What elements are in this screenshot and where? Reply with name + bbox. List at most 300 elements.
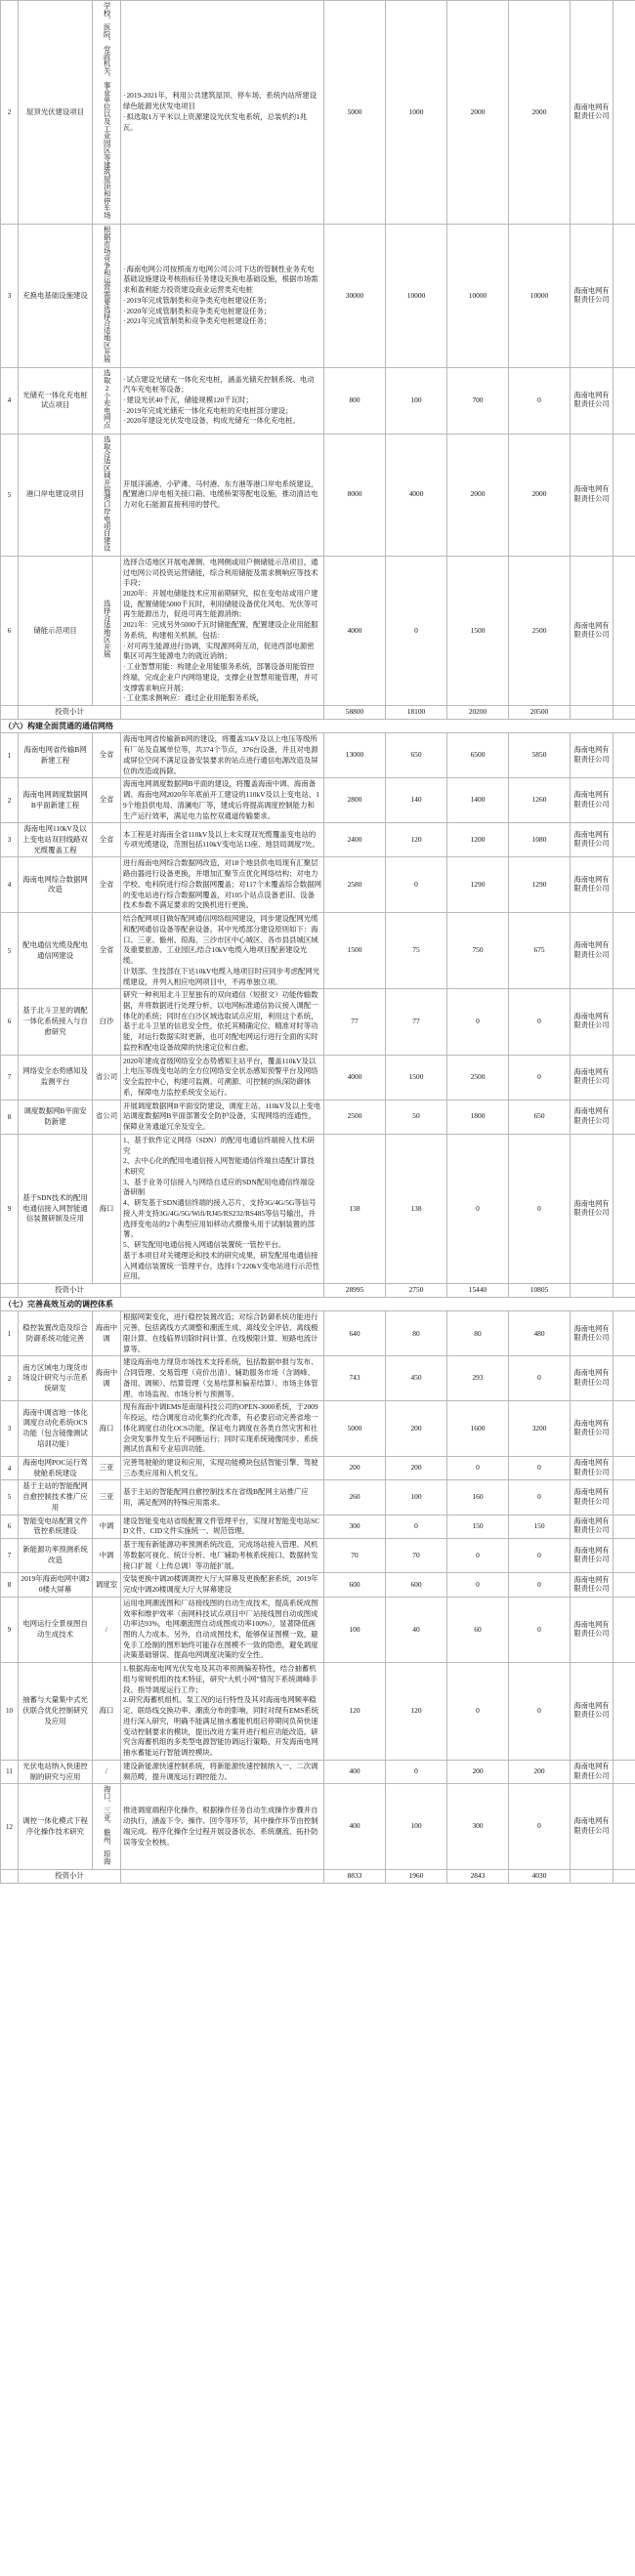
table-row[interactable] (1, 1401, 635, 1457)
subtotal-label: 投资小计 (19, 706, 121, 720)
investment-2020-cell: 300 (447, 1784, 509, 1870)
build-content-cell: · 海南电网公司按照南方电网公司公司下达的管制性业务充电基础设施建设考核指标任务建设充换电基础设施，根据市场需求和盈利能力投资建设商业运营类充电桩 · 2019年完成管制类和竞争类充电桩建设任务； · 2020年完成管制类和竞争类充电桩建设任务； · 2021年完成管制类和竞争类充电桩建设任务； (121, 224, 324, 367)
responsible-unit-cell: 海南电网有限责任公司 (571, 1134, 614, 1283)
remarks-cell (614, 1055, 635, 1100)
build-content-cell: 1.根据海南电网光伏发电及其功率预测偏差特性，结合抽蓄机组与常规机组的技术特征，研究“大机小网”情况下系统调峰手段、指导调度运行工作； 2.研究海蓄机组机、泵工况的运行特性及其对海南电网频率稳定、联络线交换功率、潮流分布的影响，同时对现有EMS系统进行深入研究，明确不能满足抽水蓄能机组启停期间负荷快速变动控制要求的模块，提出改进方案并进行相应功能改造。研究含海蓄机组的多类型电源智能协调运行策略，开发海南电网抽水蓄能运行智能调控模块。 (121, 1663, 324, 1761)
investment-2021-cell: 10000 (509, 224, 571, 367)
total-investment-cell: 600 (324, 1573, 386, 1597)
total-investment-cell: 400 (324, 1784, 386, 1870)
table-row[interactable] (1, 1480, 635, 1515)
subtotal-unit-cell (571, 1870, 614, 1884)
table-row[interactable] (1, 1055, 635, 1100)
investment-2021-cell: 0 (509, 1573, 571, 1597)
project-name-cell: 电网运行全景视图自动生成技术 (19, 1597, 93, 1662)
row-index-cell: 5 (1, 1480, 19, 1515)
project-name-cell: 稳控装置改造及综合防御系统功能完善 (19, 1311, 93, 1356)
investment-2019-cell: 100 (386, 368, 447, 435)
remarks-cell (614, 1573, 635, 1597)
responsible-unit-cell: 海南电网有限责任公司 (571, 989, 614, 1055)
total-investment-cell: 100 (324, 1597, 386, 1662)
investment-2019-cell: 4000 (386, 434, 447, 556)
total-investment-cell: 300 (324, 1515, 386, 1538)
build-content-cell: 根据网架变化，进行稳控装置改造；对综合防御系统功能进行完善，包括离线方式调整和潮流生成、离线安全评估、离线极限计算、在线临界切除时间计算、在线极限计算、短路电流计算等。 (121, 1311, 324, 1356)
table-row[interactable] (1, 556, 635, 705)
subtotal-2021-cell: 10805 (509, 1284, 571, 1298)
remarks-cell (614, 224, 635, 367)
subtotal-unit-cell (571, 1284, 614, 1298)
investment-2020-cell: 1500 (447, 556, 509, 705)
investment-2020-cell: 700 (447, 368, 509, 435)
investment-2019-cell: 77 (386, 989, 447, 1055)
build-location-cell: 全省 (93, 823, 121, 857)
build-location-cell: 海南中调 (93, 1311, 121, 1356)
total-investment-cell: 13000 (324, 733, 386, 778)
section-header-row (1, 1297, 635, 1311)
build-location-cell: 中调 (93, 1539, 121, 1573)
row-index-cell: 6 (1, 989, 19, 1055)
investment-2021-cell: 3200 (509, 1401, 571, 1457)
investment-2020-cell: 150 (447, 1515, 509, 1538)
build-content-cell: 建设海南电力现货市场技术支持系统，包括数据申报与发布、合同管理、交易管理（竞价出清）、辅助服务市场（含调峰、备用、调频）、结算管理（交易结算和偏差结算）、市场主体管理、市场监视、市场分析与预测等。 (121, 1356, 324, 1401)
subtotal-total-cell: 58800 (324, 706, 386, 720)
build-location-cell: 调度室 (93, 1573, 121, 1597)
total-investment-cell: 800 (324, 368, 386, 435)
project-name-cell: 基于SDN技术的配用电通信接入网智能通信装置研制及应用 (19, 1134, 93, 1283)
investment-2021-cell: 2000 (509, 434, 571, 556)
table-row[interactable] (1, 778, 635, 823)
remarks-cell (614, 1, 635, 225)
investment-2021-cell: 0 (509, 1539, 571, 1573)
investment-2020-cell: 293 (447, 1356, 509, 1401)
remarks-cell (614, 1539, 635, 1573)
investment-2019-cell: 50 (386, 1100, 447, 1134)
subtotal-label: 投资小计 (19, 1284, 121, 1298)
row-index-cell: 7 (1, 1539, 19, 1573)
responsible-unit-cell: 海南电网有限责任公司 (571, 224, 614, 367)
subtotal-row (1, 1284, 635, 1298)
project-name-cell: 基于北斗卫星的调配一体化系统接入与自愈研究 (19, 989, 93, 1055)
subtotal-remarks-cell (614, 1870, 635, 1884)
build-content-cell: 完善驾驶舱的建设和应用，实现功能模块包括智能引擎、驾驶三态类应用和人机交互。 (121, 1456, 324, 1479)
table-row[interactable] (1, 1573, 635, 1597)
row-index-cell: 3 (1, 1401, 19, 1457)
total-investment-cell: 77 (324, 989, 386, 1055)
remarks-cell (614, 1311, 635, 1356)
project-name-cell: 调度数据网B平面安防新建 (19, 1100, 93, 1134)
investment-2019-cell: 1000 (386, 1, 447, 225)
build-location-cell: 三亚 (93, 1456, 121, 1479)
row-index-cell: 6 (1, 1515, 19, 1538)
investment-2019-cell: 0 (386, 857, 447, 913)
subtotal-total-cell: 28995 (324, 1284, 386, 1298)
investment-2020-cell: 60 (447, 1597, 509, 1662)
responsible-unit-cell: 海南电网有限责任公司 (571, 556, 614, 705)
investment-2019-cell: 75 (386, 913, 447, 989)
investment-2021-cell: 0 (509, 368, 571, 435)
table-row[interactable] (1, 989, 635, 1055)
row-index-cell: 3 (1, 224, 19, 367)
investment-2020-cell: 2000 (447, 1, 509, 225)
build-location-cell (93, 368, 121, 435)
row-index-cell: 11 (1, 1760, 19, 1783)
investment-2021-cell: 0 (509, 1134, 571, 1283)
subtotal-2019-cell: 18100 (386, 706, 447, 720)
investment-2021-cell: 1080 (509, 823, 571, 857)
row-index-cell: 9 (1, 1597, 19, 1662)
table-body (1, 1, 635, 1884)
row-index-cell: 4 (1, 368, 19, 435)
subtotal-total-cell: 8833 (324, 1870, 386, 1884)
build-location-cell (93, 1, 121, 225)
responsible-unit-cell: 海南电网有限责任公司 (571, 823, 614, 857)
project-name-cell: 光伏电站纳入快速控制的研究与应用 (19, 1760, 93, 1783)
row-index-cell: 2 (1, 1356, 19, 1401)
build-location-cell (93, 224, 121, 367)
build-content-cell: 选择合适地区开展电源侧、电网侧或用户侧储能示范项目，通过电网公司投资运营储能，综合利用储能及需求侧响应等技术手段； 2020年：开展电储能技术应用前期研究，拟在变电站或用户建设，配置储能5000千瓦时，利用储能设备优化风电、光伏等可再生能源出力，促进可再生能源消纳； 2021年：完成另外5000千瓦时储能配置，配置建设企业用能服务系统，构建相关机制，包括： · 对可再生能源进行协调，实现源网荷互动，促进西部电源密集区可再生能源电力的就近消纳； · 工业智慧用能：构建企业用能服务系统，部署设备用能管控终端，完成企业户内网络建设，支撑企业智慧用能管理，并可支撑需求响应开展； · 工业需求侧响应：通过企业用能服务系统， (121, 556, 324, 705)
subtotal-unit-cell (571, 706, 614, 720)
subtotal-desc-cell (121, 706, 324, 720)
remarks-cell (614, 556, 635, 705)
investment-2021-cell: 0 (509, 989, 571, 1055)
remarks-cell (614, 823, 635, 857)
remarks-cell (614, 733, 635, 778)
table-row[interactable] (1, 1760, 635, 1783)
responsible-unit-cell: 海南电网有限责任公司 (571, 1597, 614, 1662)
investment-2019-cell: 450 (386, 1356, 447, 1401)
table-row[interactable] (1, 1100, 635, 1134)
subtotal-2020-cell: 15440 (447, 1284, 509, 1298)
investment-2021-cell: 675 (509, 913, 571, 989)
project-name-cell: 海南电网调度数据网B平面新建工程 (19, 778, 93, 823)
responsible-unit-cell: 海南电网有限责任公司 (571, 1055, 614, 1100)
subtotal-2020-cell: 2843 (447, 1870, 509, 1884)
table-row[interactable] (1, 1597, 635, 1662)
responsible-unit-cell: 海南电网有限责任公司 (571, 1515, 614, 1538)
responsible-unit-cell: 海南电网有限责任公司 (571, 1480, 614, 1515)
remarks-cell (614, 857, 635, 913)
responsible-unit-cell: 海南电网有限责任公司 (571, 733, 614, 778)
project-name-cell: 充换电基础设施建设 (19, 224, 93, 367)
total-investment-cell: 2580 (324, 857, 386, 913)
investment-2020-cell: 1600 (447, 1401, 509, 1457)
investment-2020-cell: 0 (447, 1134, 509, 1283)
investment-2021-cell: 1260 (509, 778, 571, 823)
table-row[interactable] (1, 1515, 635, 1538)
investment-2021-cell: 0 (509, 1055, 571, 1100)
build-content-cell: 1、基于软件定义网络（SDN）的配用电通信终端接入技术研究 2、去中心化的配用电通信接入网智能通信终端自适配计算技术研究 3、基于业务可信接入与网络自适应的SDN配用电通信终端设备研制 4、研发基于SDN通信终端的接入芯片，支持3G/4G/5G等信号接入并支持3G/4G/5G/Wifi/RJ45/RS232/RS485等信号输出，并选择变电站的2个典型应用如移动式摄像头用于试制装置的部署。 5、研发配用电通信接入网通信装置统一管控平台。 基于本项目对关键理论和技术的研究成果，研发配用电通信接入网通信装置统一管理平台，选择1个220kV变电站进行示范性应用。 (121, 1134, 324, 1283)
subtotal-spacer-cell (1, 706, 19, 720)
investment-2019-cell: 200 (386, 1401, 447, 1457)
table-row[interactable] (1, 1784, 635, 1870)
responsible-unit-cell: 海南电网有限责任公司 (571, 434, 614, 556)
table-row[interactable] (1, 1356, 635, 1401)
section-header-row (1, 719, 635, 733)
responsible-unit-cell: 海南电网有限责任公司 (571, 913, 614, 989)
remarks-cell (614, 989, 635, 1055)
responsible-unit-cell: 海南电网有限责任公司 (571, 1311, 614, 1356)
build-location-cell: 海口 (93, 1134, 121, 1283)
investment-2019-cell: 10000 (386, 224, 447, 367)
investment-2020-cell: 0 (447, 1456, 509, 1479)
investment-2019-cell: 650 (386, 733, 447, 778)
investment-2019-cell: 80 (386, 1311, 447, 1356)
table-row[interactable] (1, 1134, 635, 1283)
build-location-cell: 全省 (93, 733, 121, 778)
build-content-cell: 基于主站的智能配网自愈控制技术在省级B配网主站推广应用，满足配网的特殊应用需求。 (121, 1480, 324, 1515)
build-location-vertical-text: 学校、医院、党政机关、事业单位以及工业园区等建筑屋顶和停车场 (103, 2, 112, 219)
subtotal-2020-cell: 20200 (447, 706, 509, 720)
subtotal-2019-cell: 1960 (386, 1870, 447, 1884)
total-investment-cell: 4000 (324, 556, 386, 705)
investment-2021-cell: 0 (509, 1456, 571, 1479)
build-content-cell: 建设智能变电站省级配置文件管理平台，实现对智能变电站SCD文件、CID文件实施统一、规范管理。 (121, 1515, 324, 1538)
subtotal-spacer-cell (1, 1284, 19, 1298)
project-name-cell: 基于主站的智能配网自愈控制技术推广应用 (19, 1480, 93, 1515)
investment-2020-cell: 1290 (447, 857, 509, 913)
table-row[interactable] (1, 434, 635, 556)
total-investment-cell: 70 (324, 1539, 386, 1573)
responsible-unit-cell: 海南电网有限责任公司 (571, 1784, 614, 1870)
investment-2020-cell: 1800 (447, 1100, 509, 1134)
build-location-cell: 全省 (93, 778, 121, 823)
total-investment-cell: 743 (324, 1356, 386, 1401)
build-content-cell: 海南电网省传输新B网的建设，将覆盖35kV及以上电压等级所有厂站及直属单位等，共374个节点，376台设备，并且对电源或屏位空间不满足设备安装要求的站点进行通信电源改造及屏位的改造或拆除。 (121, 733, 324, 778)
investment-2021-cell: 650 (509, 1100, 571, 1134)
project-name-cell: 海南中调省地一体化调度自动化系统OCS功能（包含镜像测试培训功能） (19, 1401, 93, 1457)
row-index-cell: 1 (1, 733, 19, 778)
row-index-cell: 12 (1, 1784, 19, 1870)
build-location-vertical-text: 选取2个充电网点 (103, 369, 112, 429)
subtotal-desc-cell (121, 1870, 324, 1884)
investment-2020-cell: 80 (447, 1311, 509, 1356)
build-location-cell: / (93, 1760, 121, 1783)
subtotal-2021-cell: 4030 (509, 1870, 571, 1884)
row-index-cell: 7 (1, 1055, 19, 1100)
section-header-label: （七）完善高效互动的调控体系 (1, 1297, 635, 1311)
project-name-cell: 南方区域电力现货市场设计研究与示范系统研发 (19, 1356, 93, 1401)
build-content-cell: 研究一种利用北斗卫星独有的双向通信（短报文）功能传输数据，并将数据进行处理分析，以电网标准通信协议接入调配一体化的系统；同时在白沙区域选取试点应用，利用这个系统，基于北斗卫星的信息安全性，依托其精确定位、精准对时等功能，对运行数据实时更新，也可对配电网运行进行全面的实时监控和配电设备故障的快速定位和自愈。 (121, 989, 324, 1055)
row-index-cell: 2 (1, 778, 19, 823)
total-investment-cell: 260 (324, 1480, 386, 1515)
investment-2020-cell: 0 (447, 1663, 509, 1761)
table-row[interactable] (1, 1663, 635, 1761)
build-content-cell: 开展洋浦港、小铲滩、马村港、东方港等港口岸电系统建设，配置港口岸电相关接口箱、电缆桥架等配电设施，推动清洁电力对化石能源直接利用的替代。 (121, 434, 324, 556)
build-content-cell: 推进调度端程序化操作，根据操作任务自动生成操作步骤并自动执行，涵盖下令、操作、回令等环节，其中操作环节由控制端完成。程序化操作全过程开展设备状态、系统潮流、拓扑防误等安全校核。 (121, 1784, 324, 1870)
subtotal-remarks-cell (614, 1284, 635, 1298)
project-name-cell: 屋顶光伏建设项目 (19, 1, 93, 225)
project-name-cell: 2019年海南电网中调20楼大屏幕 (19, 1573, 93, 1597)
total-investment-cell: 138 (324, 1134, 386, 1283)
total-investment-cell: 200 (324, 1456, 386, 1479)
remarks-cell (614, 1515, 635, 1538)
row-index-cell: 2 (1, 1, 19, 225)
build-content-cell: 建设新能源快速控制系统，将新能源快速控制纳入一、二次调频范畴，提升调度运行调控能力。 (121, 1760, 324, 1783)
responsible-unit-cell: 海南电网有限责任公司 (571, 1760, 614, 1783)
investment-2021-cell: 0 (509, 1784, 571, 1870)
build-location-cell: 省公司 (93, 1100, 121, 1134)
investment-2021-cell: 480 (509, 1311, 571, 1356)
build-content-cell: 现有海南中调EMS是南瑞科技公司的OPEN-3000系统，于2009年投运，结合调度自动化集约化改革，有必要启动完善省地一体化调度自动化OCS功能，保证电力调度在各类自然灾害和社会突发事件发生后不间断运行；同时实现系统镜像同步、系统测试仿真和专业培训功能。 (121, 1401, 324, 1457)
remarks-cell (614, 1597, 635, 1662)
build-content-cell: · 2019-2021年，利用公共建筑屋顶、停车场、系统内站所建设绿色能源光伏发电项目 · 拟选取1万平米以上资源建设光伏发电系统，总装机约1兆瓦。 (121, 1, 324, 225)
investment-2021-cell: 2000 (509, 1, 571, 225)
table-row[interactable] (1, 857, 635, 913)
total-investment-cell: 2400 (324, 823, 386, 857)
build-content-cell: 基于现有新能源功率预测系统改造，完成场站接入管理、风机等数据可视化、统计分析、电厂辅助考核系统接口、数据转发接口扩展（上传总调）等功能扩展。 (121, 1539, 324, 1573)
table-row[interactable] (1, 913, 635, 989)
row-index-cell: 8 (1, 1100, 19, 1134)
remarks-cell (614, 1784, 635, 1870)
investment-2019-cell: 120 (386, 1663, 447, 1761)
build-location-cell: 海口 (93, 1663, 121, 1761)
row-index-cell: 4 (1, 857, 19, 913)
investment-2020-cell: 200 (447, 1760, 509, 1783)
total-investment-cell: 5000 (324, 1, 386, 225)
project-name-cell: 港口岸电建设项目 (19, 434, 93, 556)
build-location-cell (93, 434, 121, 556)
investment-2021-cell: 0 (509, 1663, 571, 1761)
subtotal-label: 投资小计 (19, 1870, 121, 1884)
build-content-cell: 运用电网潮流图和厂站接线图的自动生成技术，提高系统成图效率和维护效率（南网科技试点项目中厂站接线图自动成图成功率达93%，电网潮流图自动成图成功率100%），显著降低画图的人力成本。另外，自动成图技术，能够保证图模一致，避免手工绘制的图形始终可能存在图模不一致的隐患，避免调度决策基础错误、提高电网调度决策的安全性。 (121, 1597, 324, 1662)
project-name-cell: 海南电网POC运行驾驶舱系统建设 (19, 1456, 93, 1479)
total-investment-cell: 640 (324, 1311, 386, 1356)
remarks-cell (614, 913, 635, 989)
remarks-cell (614, 1663, 635, 1761)
build-location-cell: 海南中调 (93, 1356, 121, 1401)
responsible-unit-cell: 海南电网有限责任公司 (571, 1, 614, 225)
investment-2019-cell: 120 (386, 823, 447, 857)
project-name-cell: 海南电网省传输B网新建工程 (19, 733, 93, 778)
table-row[interactable] (1, 1539, 635, 1573)
project-name-cell: 抽蓄与大量集中式光伏联合优化控制研究及应用 (19, 1663, 93, 1761)
investment-2019-cell: 0 (386, 1515, 447, 1538)
section-header-label: （六）构建全面贯通的通信网络 (1, 719, 635, 733)
subtotal-2021-cell: 20500 (509, 706, 571, 720)
investment-2021-cell: 200 (509, 1760, 571, 1783)
build-content-cell: 开展调度数据网B平面安防建设，调度主站、110kV及以上变电站调度数据网B平面部署安全防护设备，实现网络的连通性，保障业务通道冗余及安全。 (121, 1100, 324, 1134)
build-location-cell: 全省 (93, 913, 121, 989)
investment-2020-cell: 160 (447, 1480, 509, 1515)
total-investment-cell: 30000 (324, 224, 386, 367)
build-location-vertical-text: 选择合适地区开展 (103, 600, 112, 658)
row-index-cell: 1 (1, 1311, 19, 1356)
project-name-cell: 新能源功率预测系统改造 (19, 1539, 93, 1573)
total-investment-cell: 2800 (324, 778, 386, 823)
table-row[interactable] (1, 1, 635, 225)
build-location-cell: 省公司 (93, 1055, 121, 1100)
table-row[interactable] (1, 1311, 635, 1356)
responsible-unit-cell: 海南电网有限责任公司 (571, 1100, 614, 1134)
total-investment-cell: 2500 (324, 1100, 386, 1134)
build-content-cell: 本工程是对海南全省110kV及以上未实现双光缆覆盖变电站的专项光缆建设，范围包括110kV变电站13座、地县局调度7处。 (121, 823, 324, 857)
investment-2021-cell: 150 (509, 1515, 571, 1538)
investment-2019-cell: 1500 (386, 1055, 447, 1100)
build-content-cell: 安装更换中调20楼调调控大厅大屏幕及更换配套系统，2019年完成中调20楼调度大厅大屏幕建设 (121, 1573, 324, 1597)
subtotal-desc-cell (121, 1284, 324, 1298)
project-name-cell: 储能示范项目 (19, 556, 93, 705)
responsible-unit-cell: 海南电网有限责任公司 (571, 1539, 614, 1573)
responsible-unit-cell: 海南电网有限责任公司 (571, 1663, 614, 1761)
responsible-unit-cell: 海南电网有限责任公司 (571, 1573, 614, 1597)
project-name-cell: 调控一体化模式下程序化操作技术研究 (19, 1784, 93, 1870)
remarks-cell (614, 368, 635, 435)
investment-2020-cell: 10000 (447, 224, 509, 367)
investment-2020-cell: 1400 (447, 778, 509, 823)
build-location-cell: 海口 (93, 1401, 121, 1457)
investment-2020-cell: 2500 (447, 1055, 509, 1100)
investment-2020-cell: 0 (447, 1539, 509, 1573)
row-index-cell: 8 (1, 1573, 19, 1597)
total-investment-cell: 8000 (324, 434, 386, 556)
build-location-cell: / (93, 1597, 121, 1662)
table-row[interactable] (1, 733, 635, 778)
build-location-cell: 全省 (93, 857, 121, 913)
remarks-cell (614, 1760, 635, 1783)
investment-2021-cell: 1290 (509, 857, 571, 913)
row-index-cell: 3 (1, 823, 19, 857)
build-content-cell: 海南电网调度数据网B平面的建设，将覆盖海南中调、海南备调、海南电网2020年年底前开工建设的110kV及以上变电站、19个地县供电局、清澜电厂等，建成后将提高调度控制能力和生产运行效率，满足电力监控双通道传输要求。 (121, 778, 324, 823)
investment-2020-cell: 0 (447, 1573, 509, 1597)
build-location-cell: 白沙 (93, 989, 121, 1055)
total-investment-cell: 1500 (324, 913, 386, 989)
investment-2020-cell: 0 (447, 989, 509, 1055)
investment-2021-cell: 2500 (509, 556, 571, 705)
investment-2020-cell: 2000 (447, 434, 509, 556)
investment-2019-cell: 600 (386, 1573, 447, 1597)
remarks-cell (614, 1480, 635, 1515)
row-index-cell: 5 (1, 434, 19, 556)
build-location-vertical-text: 海口、三亚、儋州、琼海 (103, 1785, 112, 1865)
remarks-cell (614, 778, 635, 823)
row-index-cell: 6 (1, 556, 19, 705)
table-row[interactable] (1, 1456, 635, 1479)
remarks-cell (614, 1401, 635, 1457)
project-name-cell: 智能变电站配置文件管控系统建设 (19, 1515, 93, 1538)
subtotal-row (1, 706, 635, 720)
remarks-cell (614, 1356, 635, 1401)
row-index-cell: 9 (1, 1134, 19, 1283)
responsible-unit-cell: 海南电网有限责任公司 (571, 857, 614, 913)
build-content-cell: 结合配网项目做好配网通信网络组网建设，同步建设配网光缆和配网通信设备等配套设备。其中光缆部分建设原则如下：海口、三亚、儋州、琼海、三沙市区中心城区、各市县县城区域及重要旅游、工业园区,结合10kV电缆入地项目配套建设光缆。 计划部、生技部在下达10kV电缆入地项目时应同步考虑配网光缆建设，并列入相应电网项目中，不再单独立项。 (121, 913, 324, 989)
project-name-cell: 光储充一体化充电桩试点项目 (19, 368, 93, 435)
subtotal-2019-cell: 2750 (386, 1284, 447, 1298)
table-row[interactable] (1, 224, 635, 367)
remarks-cell (614, 434, 635, 556)
project-name-cell: 网络安全态势感知及监测平台 (19, 1055, 93, 1100)
build-location-cell: 中调 (93, 1515, 121, 1538)
build-location-cell (93, 1784, 121, 1870)
remarks-cell (614, 1100, 635, 1134)
build-location-cell (93, 556, 121, 705)
responsible-unit-cell: 海南电网有限责任公司 (571, 1401, 614, 1457)
responsible-unit-cell: 海南电网有限责任公司 (571, 368, 614, 435)
build-location-vertical-text: 根据市场竞争和运营需要选择合适地区开展 (103, 225, 112, 363)
investment-2021-cell: 0 (509, 1597, 571, 1662)
investment-2019-cell: 100 (386, 1784, 447, 1870)
build-location-cell: 三亚 (93, 1480, 121, 1515)
investment-2021-cell: 0 (509, 1356, 571, 1401)
table-row[interactable] (1, 368, 635, 435)
row-index-cell: 5 (1, 913, 19, 989)
responsible-unit-cell: 海南电网有限责任公司 (571, 778, 614, 823)
subtotal-row (1, 1870, 635, 1884)
total-investment-cell: 400 (324, 1760, 386, 1783)
row-index-cell: 4 (1, 1456, 19, 1479)
investment-2019-cell: 40 (386, 1597, 447, 1662)
investment-2019-cell: 200 (386, 1456, 447, 1479)
table-row[interactable] (1, 823, 635, 857)
project-name-cell: 海南电网110kV及以上变电站双回线路双光缆覆盖工程 (19, 823, 93, 857)
